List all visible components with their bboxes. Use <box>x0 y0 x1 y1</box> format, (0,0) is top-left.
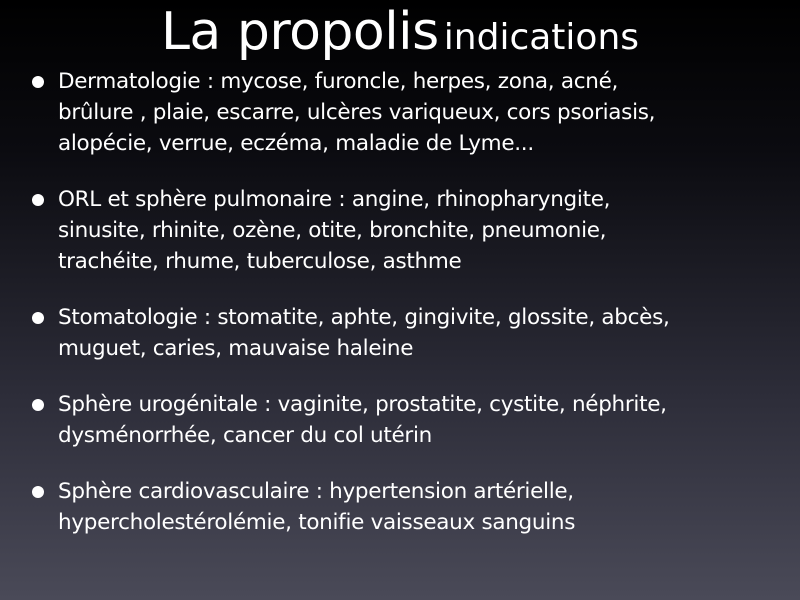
bullet-line: sinusite, rhinite, ozène, otite, bronchite, pneumonie, <box>58 218 607 243</box>
bullet-line: Dermatologie : mycose, furoncle, herpes, zona, acné, <box>58 69 619 94</box>
bullet-line: dysménorrhée, cancer du col utérin <box>58 423 432 448</box>
bullet-line: trachéite, rhume, tuberculose, asthme <box>58 249 462 274</box>
bullet-dot-icon <box>32 399 44 411</box>
bullet-line: Stomatologie : stomatite, aphte, gingivite, glossite, abcès, <box>58 305 670 330</box>
bullet-line: muguet, caries, mauvaise haleine <box>58 336 414 361</box>
bullet-dot-icon <box>32 486 44 498</box>
bullet-line: Sphère urogénitale : vaginite, prostatite, cystite, néphrite, <box>58 392 667 417</box>
indications-list <box>30 66 790 563</box>
bullet-dot-icon <box>32 76 44 88</box>
bullet-line: alopécie, verrue, eczéma, maladie de Lyme... <box>58 131 534 156</box>
bullet-cardiovasculaire <box>30 476 790 538</box>
bullet-stomatologie <box>30 302 790 364</box>
bullet-line: ORL et sphère pulmonaire : angine, rhinopharyngite, <box>58 187 611 212</box>
bullet-orl <box>30 184 790 277</box>
bullet-dot-icon <box>32 194 44 206</box>
title-subtitle: indications <box>443 17 640 58</box>
bullet-dermatologie <box>30 66 790 159</box>
bullet-urogenitale <box>30 389 790 451</box>
bullet-line: brûlure , plaie, escarre, ulcères variqueux, cors psoriasis, <box>58 100 656 125</box>
slide-title <box>0 2 800 74</box>
bullet-line: hypercholestérolémie, tonifie vaisseaux sanguins <box>58 510 576 535</box>
bullet-line: Sphère cardiovasculaire : hypertension artérielle, <box>58 479 574 504</box>
title-main: La propolis <box>160 2 439 62</box>
bullet-dot-icon <box>32 312 44 324</box>
